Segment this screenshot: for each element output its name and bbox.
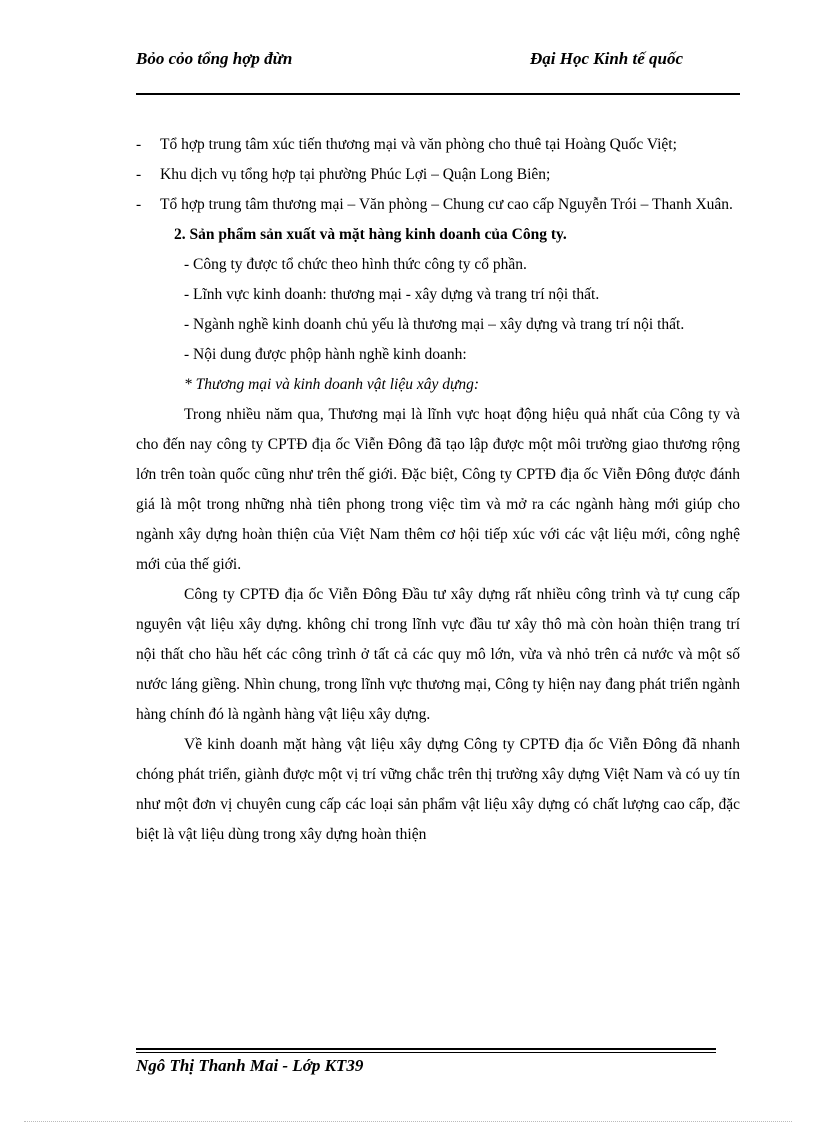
list-item: - Lĩnh vực kinh doanh: thương mại - xây dựng và trang trí nội thất.	[184, 286, 600, 303]
paragraph: Trong nhiều năm qua, Thương mại là lĩnh vực hoạt động hiệu quả nhất của Công ty và cho đến nay công ty CPTĐ địa ốc Viễn Đông đã tạo lập được một môi trường giao thương rộng lớn trên toàn quốc cũng như trên thế giới. Đặc biệt, Công ty CPTĐ địa ốc Viễn Đông được đánh giá là một trong những nhà tiên phong trong việc tìm và mở ra các ngành hàng mới giúp cho ngành xây dựng hoàn thiện của Việt Nam thêm cơ hội tiếp xúc với các vật liệu mới, công nghệ mới của thế giới.	[136, 406, 740, 573]
bullet-item	[136, 130, 740, 160]
bullet-item	[136, 160, 740, 190]
header-left-title: Bỏo cỏo tổng hợp đừn	[136, 49, 293, 68]
bullet-dash: -	[136, 136, 142, 153]
footer-rule	[136, 1048, 716, 1050]
bullet-text: Khu dịch vụ tổng hợp tại phường Phúc Lợi – Quận Long Biên;	[160, 166, 551, 183]
section-heading: 2. Sản phẩm sản xuất và mặt hàng kinh doanh của Công ty.	[174, 226, 567, 243]
list-item: - Công ty được tổ chức theo hình thức công ty cổ phần.	[184, 256, 527, 273]
paragraph: Về kinh doanh mặt hàng vật liệu xây dựng Công ty CPTĐ địa ốc Viễn Đông đã nhanh chóng phát triển, giành được một vị trí vững chắc trên thị trường xây dựng Việt Nam và có uy tín như một đơn vị chuyên cung cấp các loại sản phẩm vật liệu xây dựng có chất lượng cao cấp, đặc biệt là vật liệu dùng trong xây dựng hoàn thiện	[136, 736, 740, 843]
footer-author: Ngô Thị Thanh Mai - Lớp KT39	[136, 1056, 364, 1075]
paragraph-nganh-nghe: - Ngành nghề kinh doanh chủ yếu là thương mại – xây dựng và trang trí nội thất.	[184, 316, 685, 333]
footer-rule-thin	[136, 1052, 716, 1053]
subheading: * Thương mại và kinh doanh vật liệu xây dựng:	[184, 376, 480, 393]
page-header	[136, 49, 740, 95]
bullet-text: Tổ hợp trung tâm thương mại – Văn phòng – Chung cư cao cấp Nguyễn Trói – Thanh Xuân.	[160, 196, 733, 213]
bullet-dash: -	[136, 196, 142, 213]
paragraph: Công ty CPTĐ địa ốc Viễn Đông Đầu tư xây dựng rất nhiều công trình và tự cung cấp nguyên vật liệu xây dựng. không chỉ trong lĩnh vực đầu tư xây thô mà còn hoàn thiện trang trí nội thất cho hầu hết các công trình ở tất cả các quy mô lớn, vừa và nhỏ trên cả nước và một số nước láng giềng. Nhìn chung, trong lĩnh vực thương mại, Công ty hiện nay đang phát triển ngành hàng chính đó là ngành hàng vật liệu xây dựng.	[136, 586, 740, 723]
bullet-text: Tổ hợp trung tâm xúc tiến thương mại và văn phòng cho thuê tại Hoàng Quốc Việt;	[160, 136, 677, 153]
bullet-item	[136, 190, 740, 220]
header-right-title: Đại Học Kinh tế quốc	[530, 49, 684, 68]
page-bottom-border	[24, 1121, 792, 1122]
bullet-dash: -	[136, 166, 142, 183]
document-body	[136, 130, 740, 850]
list-item: - Nội dung được phộp hành nghề kinh doanh:	[184, 346, 467, 363]
